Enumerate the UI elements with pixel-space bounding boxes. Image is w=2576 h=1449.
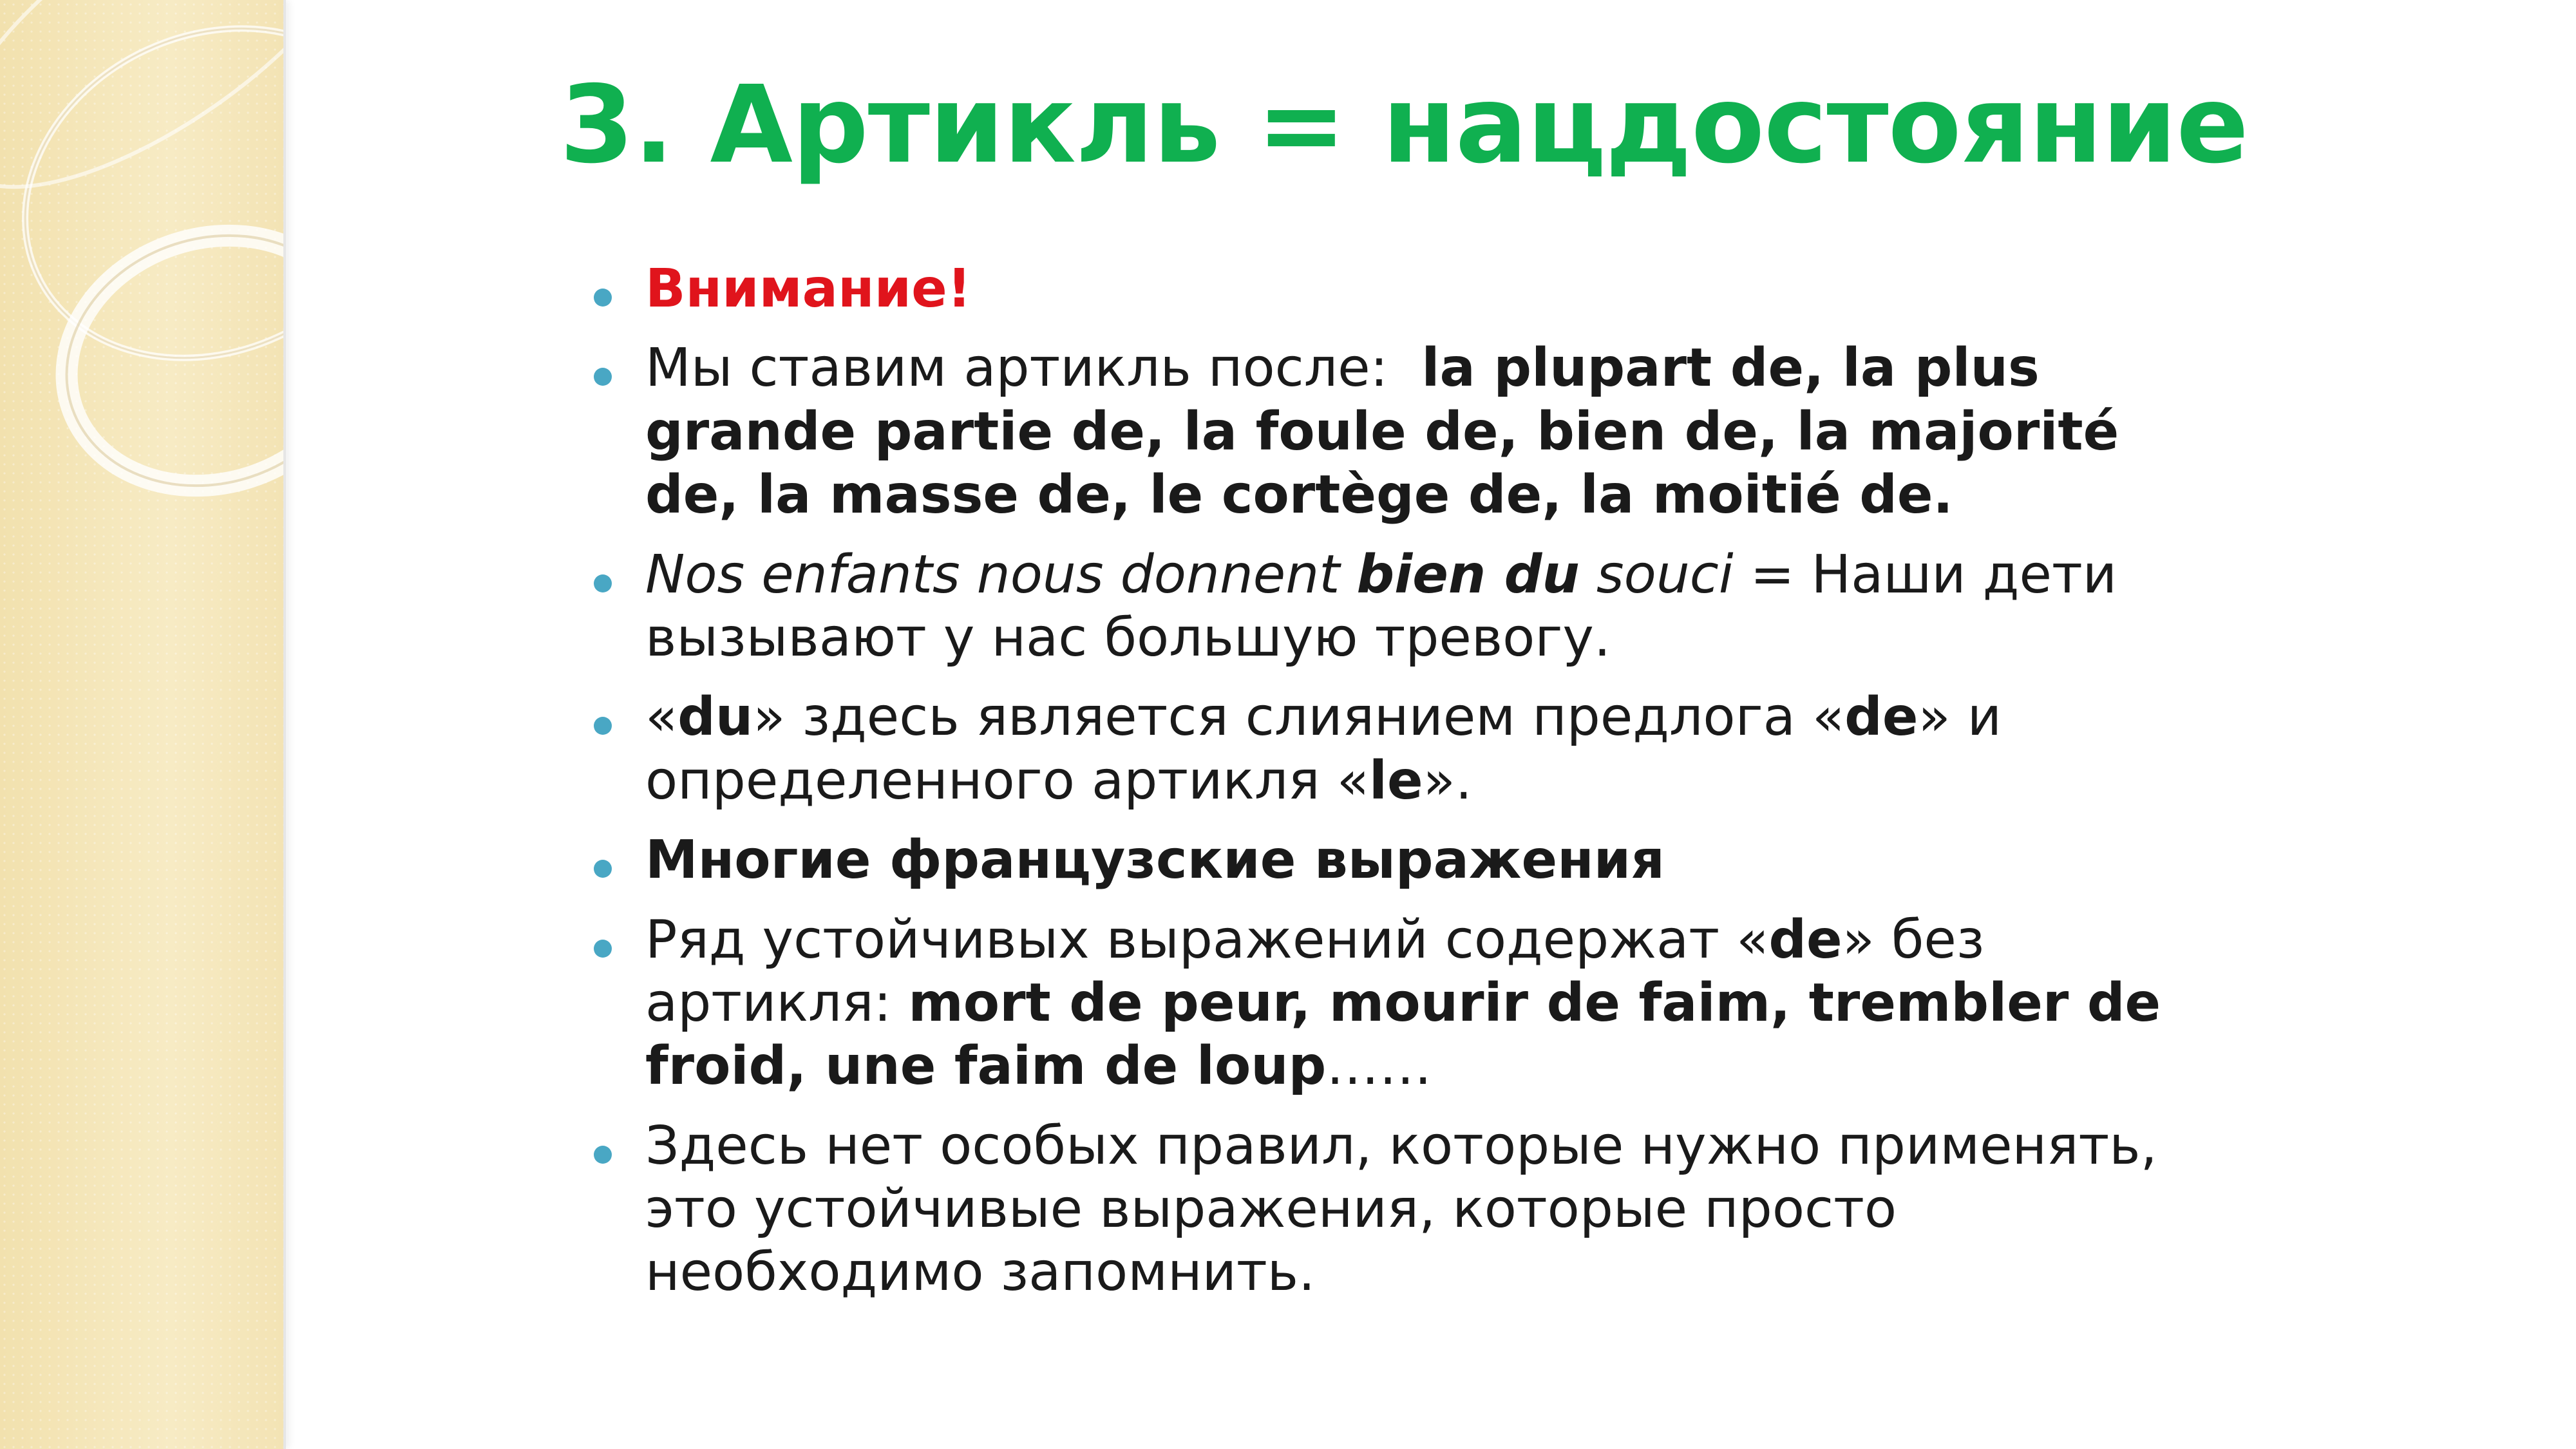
bullet-icon bbox=[594, 368, 612, 386]
decorative-rings-icon bbox=[0, 0, 283, 708]
item-italic-text: souci bbox=[1579, 544, 1734, 605]
bullet-icon bbox=[594, 717, 612, 735]
item-text: » здесь является слиянием предлога « bbox=[753, 687, 1845, 748]
bullet-icon bbox=[594, 289, 612, 307]
item-text: Здесь нет особых правил, которые нужно применять, это устойчивые выражения, которые просто необходимо запомнить. bbox=[645, 1115, 2157, 1303]
item-text: « bbox=[645, 687, 678, 748]
bullet-icon bbox=[594, 860, 612, 878]
bullet-icon bbox=[594, 574, 612, 592]
item-text: = Наши дети вызывают у нас большую тревогу. bbox=[645, 544, 2134, 668]
slide-title: 3. Артикль = нацдостояние bbox=[560, 63, 2248, 187]
list-item bbox=[592, 337, 2215, 527]
item-text: » без артикля: bbox=[645, 909, 2002, 1034]
warning-label: Внимание! bbox=[645, 258, 972, 319]
item-text: Ряд устойчивых выражений содержат « bbox=[645, 909, 1769, 971]
item-text: ». bbox=[1423, 750, 1472, 811]
list-item bbox=[592, 909, 2215, 1099]
list-item bbox=[592, 544, 2215, 670]
list-item bbox=[592, 686, 2215, 813]
bullet-icon bbox=[594, 1146, 612, 1164]
bullet-list bbox=[592, 258, 2215, 1321]
decorative-side-panel bbox=[0, 0, 286, 1449]
list-item bbox=[592, 258, 2215, 321]
item-text: » и определенного артикля « bbox=[645, 687, 2019, 811]
item-bold-text: le bbox=[1368, 750, 1423, 811]
bullet-icon bbox=[594, 940, 612, 958]
item-bold-text: la plupart de, la plus grande partie de, la foule de, bien de, la majorité de, la masse de, le cortège de, la moitié de. bbox=[645, 337, 2119, 526]
item-bold-text: de bbox=[1768, 909, 1842, 971]
item-bold-text: de bbox=[1844, 687, 1918, 748]
list-item bbox=[592, 1115, 2215, 1305]
item-bold-italic-text: bien du bbox=[1356, 544, 1580, 605]
item-bold-text: mort de peur, mourir de faim, trembler de froid, une faim de loup bbox=[645, 972, 2161, 1097]
list-item bbox=[592, 829, 2215, 892]
item-bold-text: Многие французские выражения bbox=[645, 829, 1665, 891]
item-italic-text: Nos enfants nous donnent bbox=[645, 544, 1357, 605]
item-text: Мы ставим артикль после: bbox=[645, 337, 1422, 399]
item-text: …… bbox=[1326, 1036, 1432, 1097]
item-bold-text: du bbox=[677, 687, 753, 748]
